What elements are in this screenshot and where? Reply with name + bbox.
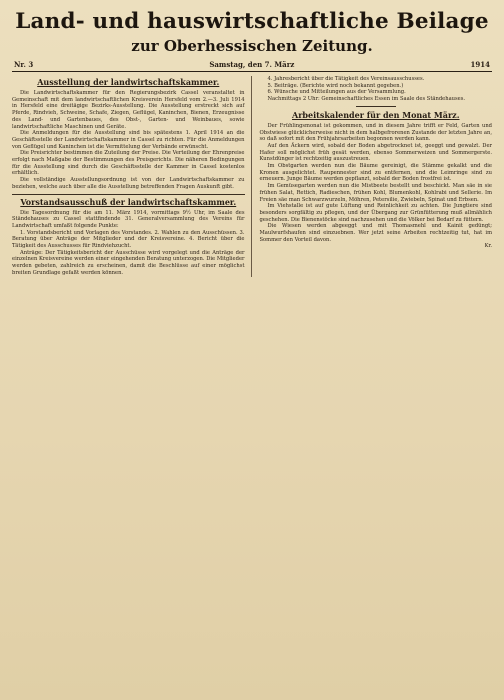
agenda-item: 4. Jahresbericht über die Tätigkeit des Vereinsausschusses. xyxy=(267,76,425,82)
article-heading-calendar: Arbeitskalender für den Monat März. xyxy=(292,109,460,120)
paragraph: Im Viehstalle ist auf gute Lüftung und Reinlichkeit zu achten. Die Jungtiere sind besonders sorgfältig zu pflegen, und der Übergang zur Grünfütterung muß allmählich geschehen. Die Bienenstöcke sind nachzusehen und die Völker bei Bedarf zu füttern. xyxy=(259,203,492,223)
article-heading-committee: Vorstandsausschuß der landwirtschaftskammer. xyxy=(20,196,237,207)
issue-date: Samstag, den 7. März xyxy=(209,60,295,69)
section-divider xyxy=(12,194,245,195)
paragraph: Die Preisrichter bestimmen die Zuteilung der Preise. Die Verteilung der Ehrenpreise erfolgt nach Maßgabe der Bestimmungen des Preisgerichts. Die näheren Bedingungen für die Ausstellung sind durch die Geschäftsstelle der Kammer in Cassel kostenlos erhältlich. xyxy=(12,150,245,177)
masthead xyxy=(12,8,492,72)
paragraph: Die Anmeldungen für die Ausstellung sind bis spätestens 1. April 1914 an die Geschäftsstelle der Landwirtschaftskammer in Cassel zu richten. Für die Anmeldungen von Geflügel und Kaninchen ist die Vermittelung der Verbände erwünscht. xyxy=(12,130,245,150)
paragraph: Der Frühlingsmonat ist gekommen, und in diesem Jahre trifft er Feld, Garten und Obstwiese glücklicherweise nicht in dem halbgefrorenen Zustande der letzten Jahre an, so daß sofort mit den Frühjahrsarbeiten begonnen werden kann. xyxy=(259,122,492,143)
paragraph: Auf den Äckern wird, sobald der Boden abgetrocknet ist, geeggt und gewalzt. Der Hafer soll möglichst früh gesät werden, ebenso Sommerweizen und Sommergerste. Kunstdünger ist rechtzeitig auszustreuen. xyxy=(259,142,492,163)
right-column xyxy=(260,76,493,277)
masthead-title: Land- und hauswirtschaftliche Beilage xyxy=(15,9,489,34)
section-divider xyxy=(356,106,396,107)
paragraph: Die Wiesen werden abgeeggt und mit Thomasmehl und Kainit gedüngt; Maulwurfshaufen sind einzuebnen. Wer jetzt seine Arbeiten rechtzeitig tut, hat im Sommer den Vorteil davon. xyxy=(259,223,492,243)
article-columns xyxy=(12,76,492,277)
left-column xyxy=(12,76,252,277)
paragraph: Anträge: Der Tätigkeitsbericht der Ausschüsse wird vorgelegt und die Anträge der einzelnen Kreisvereine werden einer eingehenden Beratung unterzogen. Die Mitglieder werden gebeten, zahlreich zu erscheinen, damit die Beschlüsse auf einer möglichst breiten Grundlage gefaßt werden können. xyxy=(12,249,245,276)
issue-line xyxy=(12,60,492,72)
paragraph: 1. Vorstandsbericht und Vorlagen des Vorstandes. 2. Wahlen zu den Ausschüssen. 3. Beratung über Anträge der Mitglieder und der Kreisvereine. 4. Bericht über die Tätigkeit des Ausschusses für Rindviehzucht. xyxy=(12,229,245,250)
paragraph: Im Obstgarten werden nun die Bäume gereinigt, die Stämme gekalkt und die Kronen ausgelichtet. Raupennester sind zu entfernen, und die Leimringe sind zu erneuern. Junge Bäume werden gepflanzt, sobald der Boden frostfrei ist. xyxy=(259,163,492,183)
paragraph: Die Tagesordnung für die am 11. März 1914, vormittags 9½ Uhr, im Saale des Ständehauses zu Cassel stattfindende 31. Generalversammlung des Vereins für Landwirtschaft umfaßt folgende Punkte: xyxy=(12,209,245,229)
agenda-item: 5. Beiträge. (Berichte wird noch bekannt gegeben.) xyxy=(267,82,404,89)
masthead-subtitle: zur Oberhessischen Zeitung. xyxy=(131,37,373,55)
paragraph: Die vollständige Ausstellungsordnung ist von der Landwirtschaftskammer zu beziehen, welche auch über alle die Ausstellung betreffenden Fragen Auskunft gibt. xyxy=(12,177,245,190)
paragraph: Die Landwirtschaftskammer für den Regierungsbezirk Cassel veranstaltet in Gemeinschaft mit dem landwirtschaftlichen Kreisverein Hersfeld vom 2.—3. Juli 1914 in Hersfeld eine dreitägige Bezirks-Ausstellung. Die Ausstellung erstreckt sich auf Pferde, Rindvieh, Schweine, Schafe, Ziegen, Geflügel, Kaninchen, Bienen, Erzeugnisse des Land- und Gartenbaues, des Obst-, Garten- und Weinbaues, sowie landwirtschaftliche Maschinen und Geräte. xyxy=(12,90,245,130)
issue-year: 1914 xyxy=(470,60,490,69)
article-heading-exhibition: Ausstellung der landwirtschaftskammer. xyxy=(37,77,220,87)
signature: Kr. xyxy=(484,243,492,250)
agenda-item: 6. Wünsche und Mitteilungen aus der Versammlung. xyxy=(267,89,406,96)
paragraph: Im Gemüsegarten werden nun die Mistbeete bestellt und beschickt. Man säe in sie frühen Salat, Rettich, Radieschen, frühen Kohl, Blumenkohl, Kohlrabi und Sellerie. Im Freien säe man Schwarzwurzeln, Möhren, Petersilie, Zwiebeln, Spinat und Erbsen. xyxy=(259,183,492,203)
agenda-item: Nachmittags 2 Uhr: Gemeinschaftliches Essen im Saale des Ständehauses. xyxy=(267,96,466,103)
issue-number: Nr. 3 xyxy=(14,60,34,69)
